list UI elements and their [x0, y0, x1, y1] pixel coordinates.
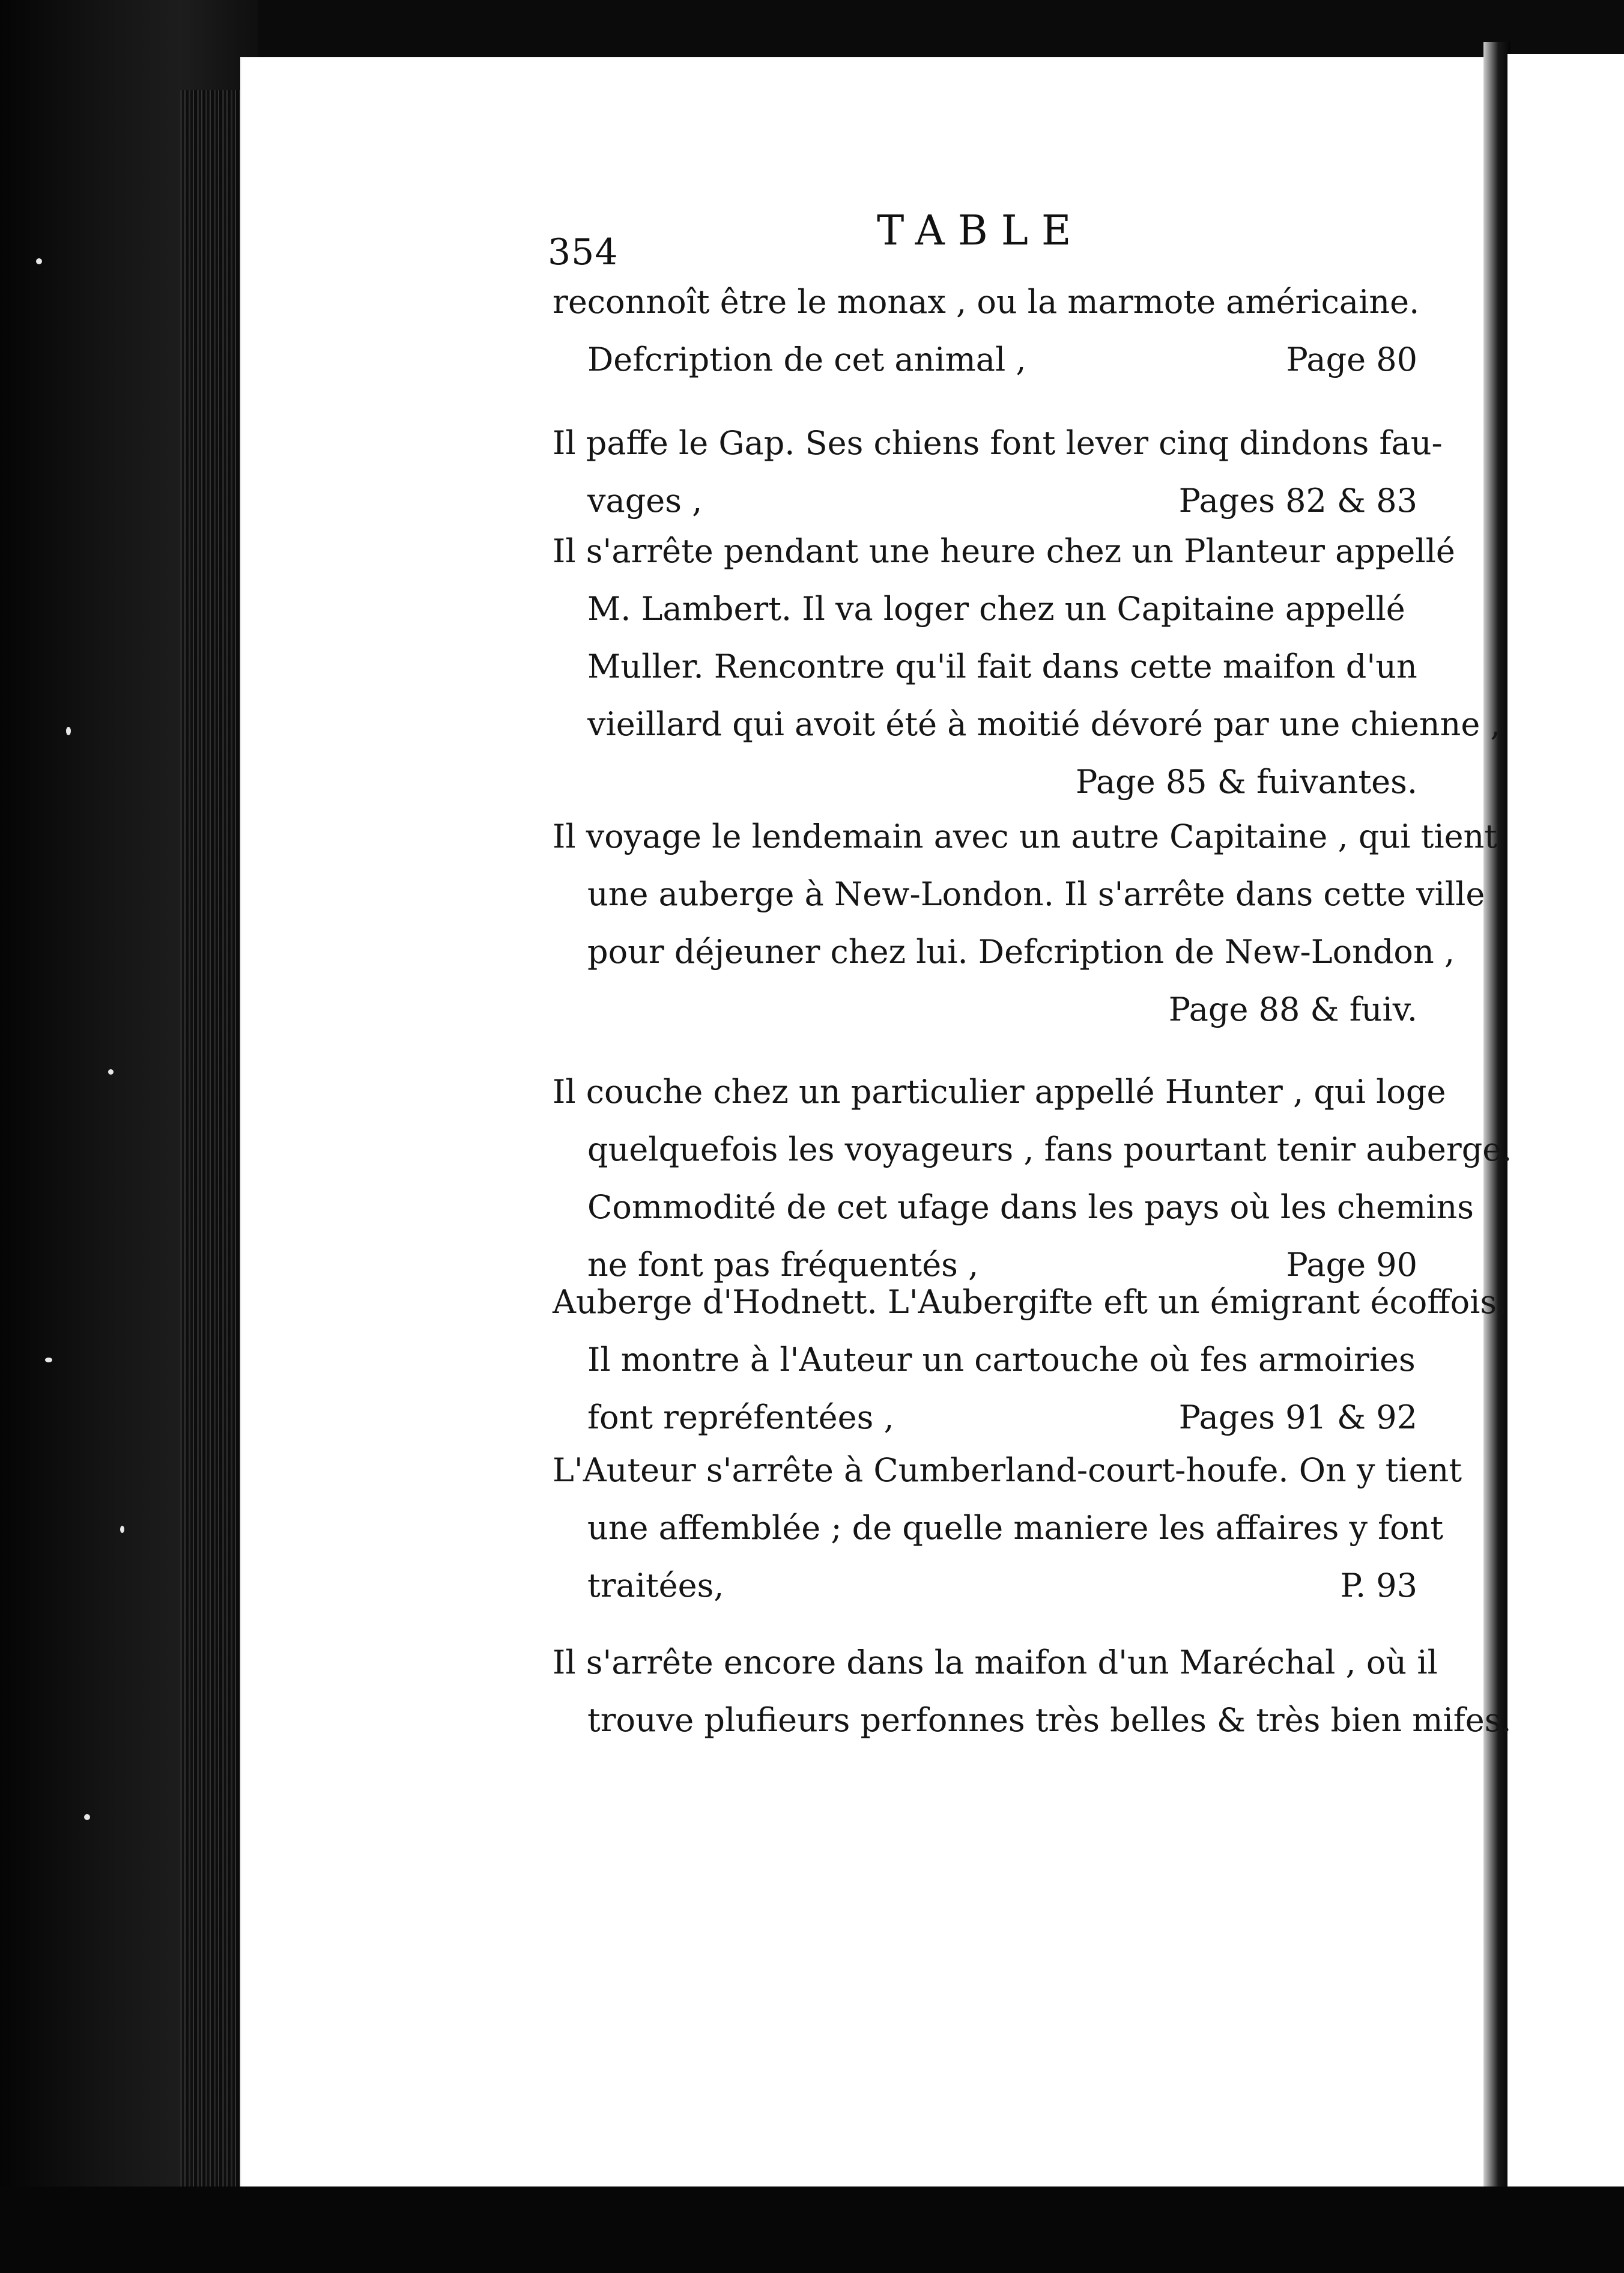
- entry-text: Auberge d'Hodnett. L'Aubergifte eft un émigrant écoffois.: [553, 1283, 1507, 1321]
- entry-line: [553, 1179, 1474, 1236]
- entry-line: [553, 1692, 1512, 1749]
- entry-line: [553, 1273, 1507, 1331]
- entry-text: pour déjeuner chez lui. Defcription de New-London ,: [587, 933, 1455, 971]
- entry-text: Il s'arrête pendant une heure chez un Planteur appellé: [553, 532, 1455, 570]
- dust-speck: [108, 1069, 114, 1075]
- entry-text: une affemblée ; de quelle maniere les affaires y font: [587, 1509, 1444, 1547]
- entry-line: [553, 273, 1420, 331]
- entry-line: [553, 866, 1485, 923]
- page-reference: Page 88 & fuiv.: [1168, 991, 1417, 1028]
- entry-text: ne font pas fréquentés ,: [587, 1246, 979, 1284]
- entry-text: reconnoît être le monax , ou la marmote américaine.: [553, 283, 1420, 321]
- entry-text: Il couche chez un particulier appellé Hunter , qui loge: [553, 1073, 1446, 1111]
- entry-text: Commodité de cet ufage dans les pays où les chemins: [587, 1188, 1474, 1226]
- entry-text: vages ,: [587, 482, 703, 520]
- entry-text: Muller. Rencontre qu'il fait dans cette maifon d'un: [587, 648, 1417, 685]
- index-entry: [553, 273, 1420, 389]
- entry-text: font repréfentées ,: [587, 1398, 894, 1436]
- entry-line: [553, 1063, 1446, 1121]
- page-reference: Pages 91 & 92: [1178, 1398, 1417, 1436]
- entry-text: vieillard qui avoit été à moitié dévoré par une chienne ,: [587, 705, 1501, 743]
- entry-text: Il paffe le Gap. Ses chiens font lever cinq dindons fau-: [553, 424, 1443, 462]
- dust-speck: [66, 727, 71, 735]
- entry-line: [553, 1389, 1417, 1446]
- entry-line: [553, 472, 1417, 530]
- entry-text: quelquefois les voyageurs , fans pourtant tenir auberge.: [587, 1130, 1512, 1168]
- entry-line: [553, 638, 1417, 696]
- entry-text: Defcription de cet animal ,: [587, 341, 1026, 378]
- entry-line: [553, 1442, 1462, 1499]
- index-entry: [553, 1634, 1512, 1749]
- entry-line: [553, 696, 1501, 753]
- facing-page-edge: [1507, 54, 1624, 2199]
- index-entry: [553, 1273, 1507, 1446]
- entry-line: [553, 523, 1455, 580]
- entry-text: trouve plufieurs perfonnes très belles & très bien mifes.: [587, 1701, 1512, 1739]
- entry-text: traitées,: [587, 1567, 724, 1604]
- page-reference: Page 80: [1286, 341, 1417, 378]
- entry-text: L'Auteur s'arrête à Cumberland-court-houfe. On y tient: [553, 1451, 1462, 1489]
- entry-line: [553, 1331, 1417, 1389]
- entry-line: [553, 923, 1455, 981]
- index-entry: [553, 523, 1501, 811]
- index-entry: [553, 1063, 1512, 1294]
- entry-line: [553, 1121, 1512, 1179]
- page-reference: P. 93: [1340, 1567, 1417, 1604]
- scan-bottom-border: [0, 2187, 1624, 2273]
- entry-line: [553, 414, 1443, 472]
- index-entry: [553, 808, 1498, 1039]
- entry-text: Il s'arrête encore dans la maifon d'un Maréchal , où il: [553, 1643, 1438, 1681]
- dust-speck: [36, 258, 42, 264]
- dust-speck: [84, 1814, 90, 1820]
- dust-speck: [45, 1358, 52, 1362]
- page-reference: Pages 82 & 83: [1178, 482, 1417, 520]
- entry-line: [553, 331, 1417, 389]
- index-entry: [553, 414, 1443, 530]
- page-reference: Page 90: [1286, 1246, 1417, 1284]
- dust-speck: [120, 1526, 124, 1533]
- entry-line: [553, 1499, 1444, 1557]
- entry-line: [553, 1634, 1438, 1692]
- entry-text: Il montre à l'Auteur un cartouche où fes armoiries: [587, 1341, 1416, 1379]
- entry-line: [553, 808, 1498, 866]
- entry-line: [553, 580, 1417, 638]
- page-reference: Page 85 & fuivantes.: [1076, 763, 1417, 801]
- entry-text: une auberge à New-London. Il s'arrête dans cette ville: [587, 875, 1485, 913]
- page-title: TABLE: [877, 207, 1085, 255]
- entry-text: M. Lambert. Il va loger chez un Capitaine appellé: [587, 590, 1405, 628]
- index-entry: [553, 1442, 1462, 1615]
- page-number: 354: [548, 231, 619, 273]
- entry-text: Il voyage le lendemain avec un autre Capitaine , qui tient: [553, 818, 1498, 855]
- entry-line: [553, 1557, 1417, 1615]
